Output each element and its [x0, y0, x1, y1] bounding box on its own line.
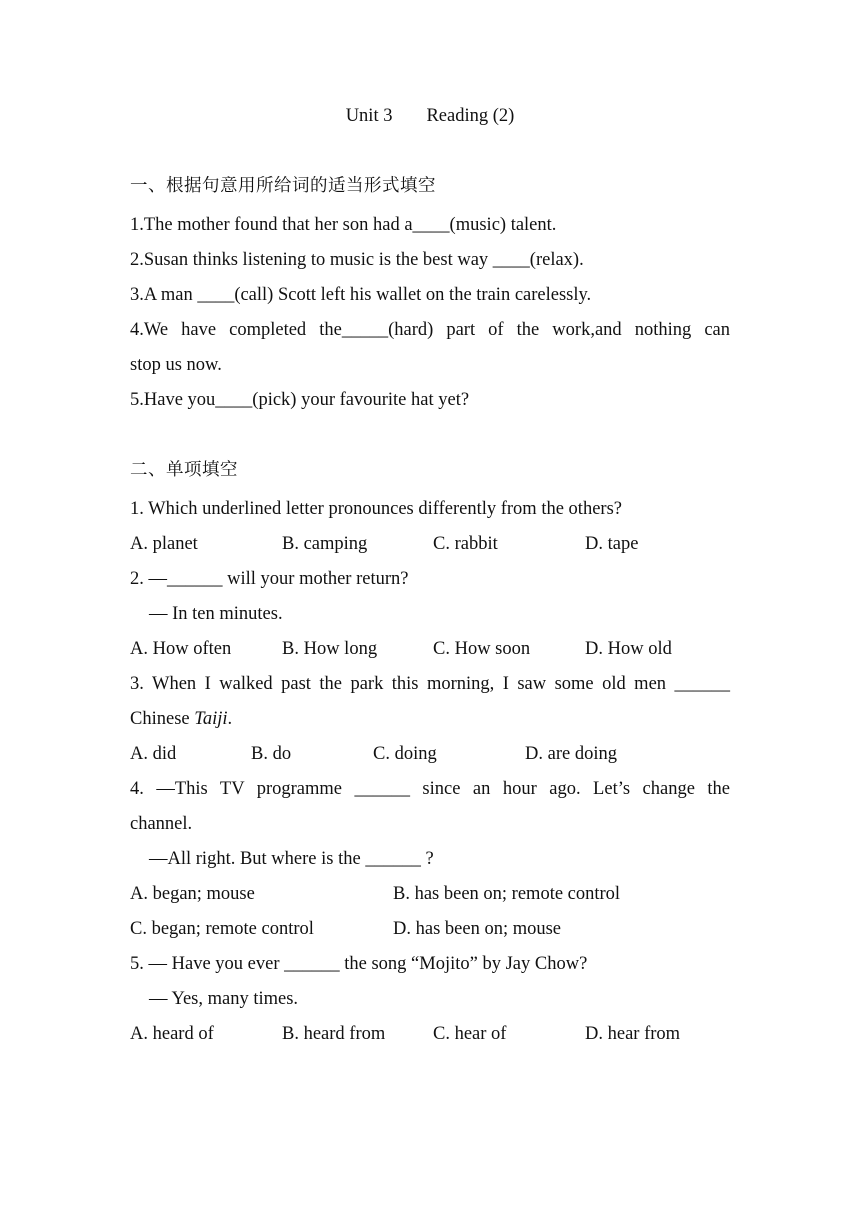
fill-item-5: 5.Have you____(pick) your favourite hat yet? — [130, 390, 470, 410]
section1-heading: 一、根据句意用所给词的适当形式填空 — [130, 176, 436, 196]
title-lesson: Reading (2) — [426, 106, 515, 126]
question-2-stem: 2. —______ will your mother return? — [130, 569, 409, 589]
option-a: A. planet — [130, 534, 198, 554]
option-c: C. began; remote control — [130, 919, 314, 939]
option-c: C. rabbit — [433, 534, 498, 554]
option-b: B. How long — [282, 639, 378, 659]
question-4-stem-line2: channel. — [130, 814, 193, 834]
stem-prefix: Chinese — [130, 709, 195, 729]
option-d: D. has been on; mouse — [393, 919, 562, 939]
option-b: B. do — [251, 744, 292, 764]
option-d: D. hear from — [585, 1024, 681, 1044]
question-5-stem: 5. — Have you ever ______ the song “Mojito” by Jay Chow? — [130, 954, 588, 974]
fill-item-3: 3.A man ____(call) Scott left his wallet on the train carelessly. — [130, 285, 592, 305]
question-3-stem-line2 — [130, 708, 730, 730]
option-b: B. has been on; remote control — [393, 884, 621, 904]
fill-item-1: 1.The mother found that her son had a____(music) talent. — [130, 215, 557, 235]
fill-item-2: 2.Susan thinks listening to music is the best way ____(relax). — [130, 250, 584, 270]
stem-suffix: . — [227, 709, 233, 729]
option-c: C. How soon — [433, 639, 531, 659]
option-b: B. heard from — [282, 1024, 386, 1044]
option-c: C. doing — [373, 744, 437, 764]
option-c: C. hear of — [433, 1024, 507, 1044]
option-a: A. How often — [130, 639, 232, 659]
title-unit: Unit 3 — [345, 106, 393, 126]
option-d: D. are doing — [525, 744, 617, 764]
question-4-reply: —All right. But where is the ______ ? — [149, 849, 434, 869]
question-5-reply: — Yes, many times. — [149, 989, 299, 1009]
option-a: A. heard of — [130, 1024, 214, 1044]
option-a: A. did — [130, 744, 177, 764]
question-1-stem: 1. Which underlined letter pronounces differently from the others? — [130, 499, 622, 519]
question-4-stem: 4. —This TV programme ______ since an hour ago. Let’s change the — [130, 779, 730, 799]
question-3-stem: 3. When I walked past the park this morning, I saw some old men ______ — [130, 674, 730, 694]
option-d: D. How old — [585, 639, 672, 659]
section2-heading: 二、单项填空 — [130, 460, 238, 480]
page-title — [0, 105, 860, 127]
question-2-reply: — In ten minutes. — [149, 604, 283, 624]
stem-italic-word: Taiji — [194, 709, 228, 729]
fill-item-4-line2: stop us now. — [130, 355, 222, 375]
option-b: B. camping — [282, 534, 368, 554]
option-d: D. tape — [585, 534, 639, 554]
option-a: A. began; mouse — [130, 884, 255, 904]
fill-item-4-line1: 4.We have completed the_____(hard) part of the work,and nothing can — [130, 320, 730, 340]
